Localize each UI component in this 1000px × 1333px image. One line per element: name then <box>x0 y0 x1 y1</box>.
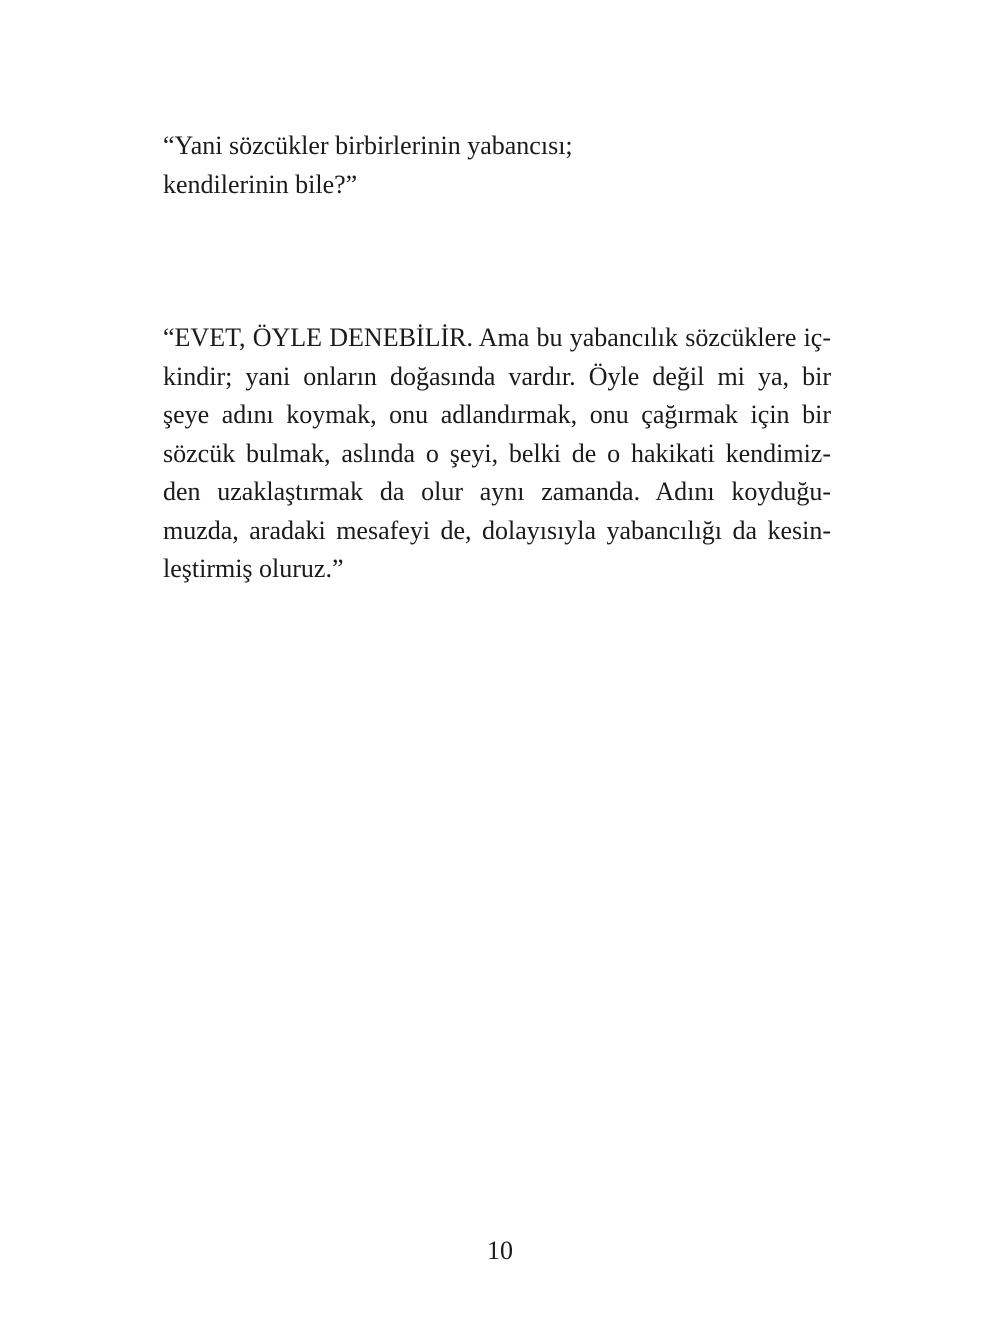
page-number: 10 <box>487 1236 513 1265</box>
text-line: muzda, aradaki mesafeyi de, dolayısıyla yabancılığı da kesin- <box>163 515 831 545</box>
text-line: sözcük bulmak, aslında o şeyi, belki de o hakikati kendimiz- <box>163 438 831 468</box>
text-line: şeye adını koymak, onu adlandırmak, onu çağırmak için bir <box>163 400 831 429</box>
text-line: kindir; yani onların doğasında vardır. Öyle değil mi ya, bir <box>163 361 831 391</box>
text-line: “Yani sözcükler birbirlerinin yabancısı; <box>163 131 573 160</box>
answer-paragraph <box>163 319 831 589</box>
text-line: kendilerinin bile?” <box>163 169 358 199</box>
text-line: den uzaklaştırmak da olur aynı zamanda. Adını koyduğu- <box>163 477 831 506</box>
question-paragraph <box>163 127 831 204</box>
text-line: “EVET, ÖYLE DENEBİLİR. Ama bu yabancılık sözcüklere iç- <box>163 323 831 352</box>
text-line: leştirmiş oluruz.” <box>163 554 344 583</box>
